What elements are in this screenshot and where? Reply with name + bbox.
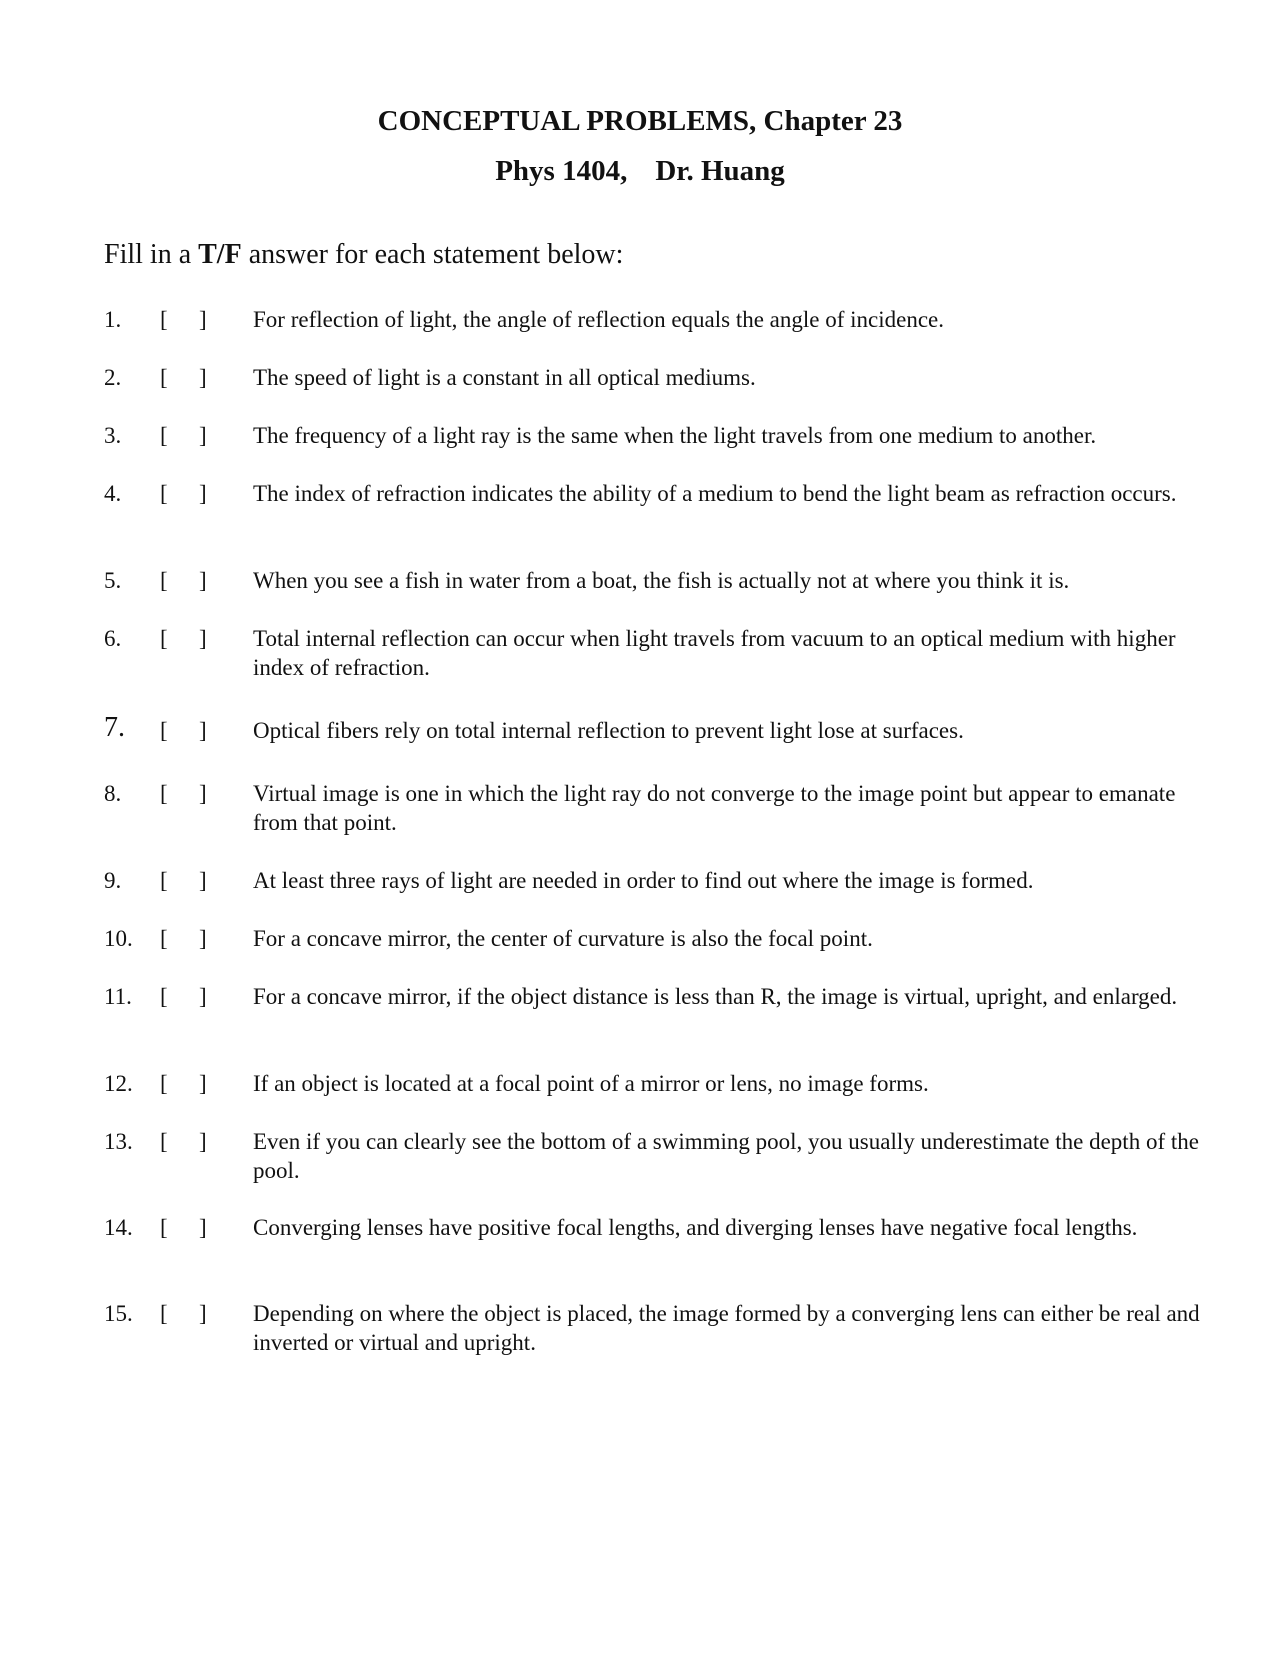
answer-box-close-bracket[interactable]: ]: [199, 1301, 207, 1326]
question-number: 14.: [104, 1215, 133, 1240]
answer-box-close-bracket[interactable]: ]: [199, 568, 207, 593]
question-number: 5.: [104, 568, 122, 593]
answer-box-open-bracket[interactable]: [: [160, 1071, 168, 1096]
answer-box-close-bracket[interactable]: ]: [199, 926, 207, 951]
question-text: The frequency of a light ray is the same when the light travels from one medium to another.: [253, 423, 1097, 448]
question-number: 12.: [104, 1071, 133, 1096]
question-text: If an object is located at a focal point of a mirror or lens, no image forms.: [253, 1071, 929, 1096]
question-text: The index of refraction indicates the ability of a medium to bend the light beam as refraction occurs.: [253, 481, 1177, 506]
answer-box-open-bracket[interactable]: [: [160, 365, 168, 390]
answer-box-close-bracket[interactable]: ]: [199, 626, 207, 651]
question-text: For a concave mirror, the center of curvature is also the focal point.: [253, 926, 873, 951]
question-number: 4.: [104, 481, 122, 506]
question-number: 1.: [104, 307, 122, 332]
answer-box-close-bracket[interactable]: ]: [199, 1129, 207, 1154]
course-header: [0, 154, 1280, 188]
question-text: Optical fibers rely on total internal reflection to prevent light lose at surfaces.: [253, 718, 964, 743]
answer-box-open-bracket[interactable]: [: [160, 868, 168, 893]
answer-box-close-bracket[interactable]: ]: [199, 984, 207, 1009]
answer-box-open-bracket[interactable]: [: [160, 781, 168, 806]
answer-box-open-bracket[interactable]: [: [160, 1215, 168, 1240]
question-number: 8.: [104, 781, 122, 806]
question-text: Converging lenses have positive focal lengths, and diverging lenses have negative focal lengths.: [253, 1215, 1138, 1240]
question-text: When you see a fish in water from a boat, the fish is actually not at where you think it is.: [253, 568, 1070, 593]
question-text: The speed of light is a constant in all optical mediums.: [253, 365, 756, 390]
question-text: Total internal reflection can occur when light travels from vacuum to an optical medium with higher index of refraction.: [253, 626, 1176, 680]
answer-box-open-bracket[interactable]: [: [160, 984, 168, 1009]
instructions-suffix: answer for each statement below:: [241, 239, 624, 270]
question-number: 11.: [104, 984, 132, 1009]
answer-box-close-bracket[interactable]: ]: [199, 1071, 207, 1096]
question-number: 13.: [104, 1129, 133, 1154]
answer-box-open-bracket[interactable]: [: [160, 307, 168, 332]
question-number: 6.: [104, 626, 122, 651]
instructions-emphasis: T/F: [198, 239, 242, 270]
answer-box-close-bracket[interactable]: ]: [199, 868, 207, 893]
page-title: CONCEPTUAL PROBLEMS, Chapter 23: [377, 105, 903, 137]
answer-box-close-bracket[interactable]: ]: [199, 481, 207, 506]
question-number: 15.: [104, 1301, 133, 1326]
answer-box-close-bracket[interactable]: ]: [199, 307, 207, 332]
question-number: 7.: [104, 712, 125, 743]
course-number: Phys 1404,: [495, 155, 628, 187]
question-text: For reflection of light, the angle of reflection equals the angle of incidence.: [253, 307, 945, 332]
question-text: Even if you can clearly see the bottom of a swimming pool, you usually underestimate the depth of the pool.: [253, 1129, 1199, 1183]
question-text: Virtual image is one in which the light ray do not converge to the image point but appear to emanate from that point.: [253, 781, 1176, 835]
question-text: For a concave mirror, if the object distance is less than R, the image is virtual, upright, and enlarged.: [253, 984, 1178, 1009]
instructions-prefix: Fill in a: [104, 239, 199, 270]
answer-box-open-bracket[interactable]: [: [160, 718, 168, 743]
question-number: 3.: [104, 423, 122, 448]
answer-box-open-bracket[interactable]: [: [160, 926, 168, 951]
instructor-name: Dr. Huang: [655, 155, 785, 187]
answer-box-open-bracket[interactable]: [: [160, 568, 168, 593]
answer-box-close-bracket[interactable]: ]: [199, 781, 207, 806]
answer-box-open-bracket[interactable]: [: [160, 1301, 168, 1326]
question-number: 10.: [104, 926, 133, 951]
instructions: [104, 238, 623, 272]
question-text: Depending on where the object is placed, the image formed by a converging lens can either be real and inverted or virtual and upright.: [253, 1301, 1200, 1355]
answer-box-close-bracket[interactable]: ]: [199, 718, 207, 743]
answer-box-close-bracket[interactable]: ]: [199, 423, 207, 448]
answer-box-open-bracket[interactable]: [: [160, 1129, 168, 1154]
question-text: At least three rays of light are needed in order to find out where the image is formed.: [253, 868, 1034, 893]
question-number: 9.: [104, 868, 122, 893]
answer-box-close-bracket[interactable]: ]: [199, 1215, 207, 1240]
answer-box-close-bracket[interactable]: ]: [199, 365, 207, 390]
answer-box-open-bracket[interactable]: [: [160, 423, 168, 448]
question-number: 2.: [104, 365, 122, 390]
answer-box-open-bracket[interactable]: [: [160, 481, 168, 506]
answer-box-open-bracket[interactable]: [: [160, 626, 168, 651]
